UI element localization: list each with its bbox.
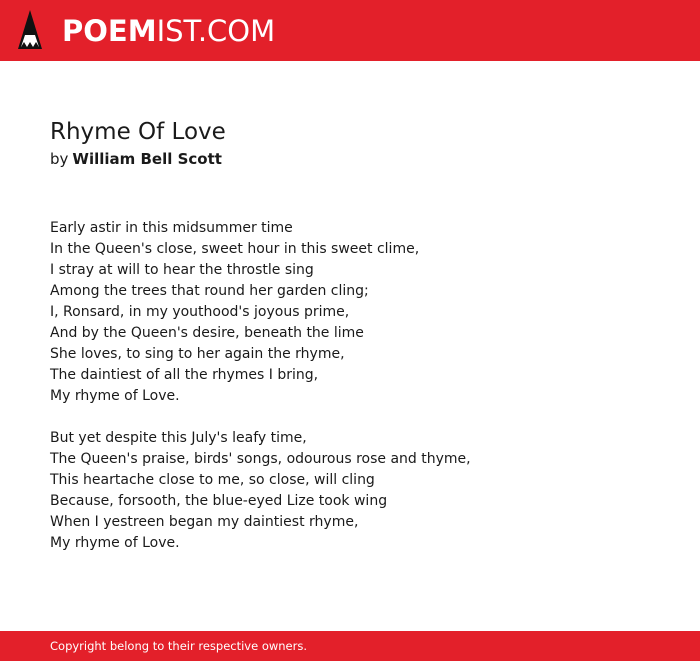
site-header bbox=[0, 0, 700, 61]
poem-line: And by the Queen's desire, beneath the lime bbox=[50, 325, 364, 341]
poem-title: Rhyme Of Love bbox=[50, 119, 226, 145]
poem-line: When I yestreen began my daintiest rhyme, bbox=[50, 514, 359, 530]
poem-line: In the Queen's close, sweet hour in this sweet clime, bbox=[50, 241, 420, 257]
copyright-text: Copyright belong to their respective owners. bbox=[50, 639, 308, 653]
stanza-2 bbox=[50, 428, 670, 554]
poem-body bbox=[50, 218, 670, 575]
byline bbox=[50, 148, 222, 170]
poem-line: But yet despite this July's leafy time, bbox=[50, 430, 307, 446]
poem-line: I stray at will to hear the throstle sing bbox=[50, 262, 314, 278]
poem-line: She loves, to sing to her again the rhyme, bbox=[50, 346, 345, 362]
author-name: William Bell Scott bbox=[72, 150, 222, 168]
poem-line: I, Ronsard, in my youthood's joyous prime, bbox=[50, 304, 350, 320]
poem-line: Among the trees that round her garden cling; bbox=[50, 283, 369, 299]
poem-line: Early astir in this midsummer time bbox=[50, 220, 293, 236]
poem-line: The Queen's praise, birds' songs, odourous rose and thyme, bbox=[50, 451, 471, 467]
poem-line: The daintiest of all the rhymes I bring, bbox=[50, 367, 319, 383]
pencil-tip-icon[interactable] bbox=[17, 9, 43, 51]
by-label: by bbox=[50, 150, 69, 168]
stanza-1 bbox=[50, 218, 670, 407]
site-logo[interactable] bbox=[62, 11, 275, 51]
logo-bold-text: POEM bbox=[62, 14, 157, 48]
site-footer bbox=[0, 631, 700, 661]
logo-light-text: IST.COM bbox=[156, 14, 276, 48]
poem-line: My rhyme of Love. bbox=[50, 388, 180, 404]
poem-line: Because, forsooth, the blue-eyed Lize took wing bbox=[50, 493, 388, 509]
poem-line: This heartache close to me, so close, will cling bbox=[50, 472, 375, 488]
poem-line: My rhyme of Love. bbox=[50, 535, 180, 551]
